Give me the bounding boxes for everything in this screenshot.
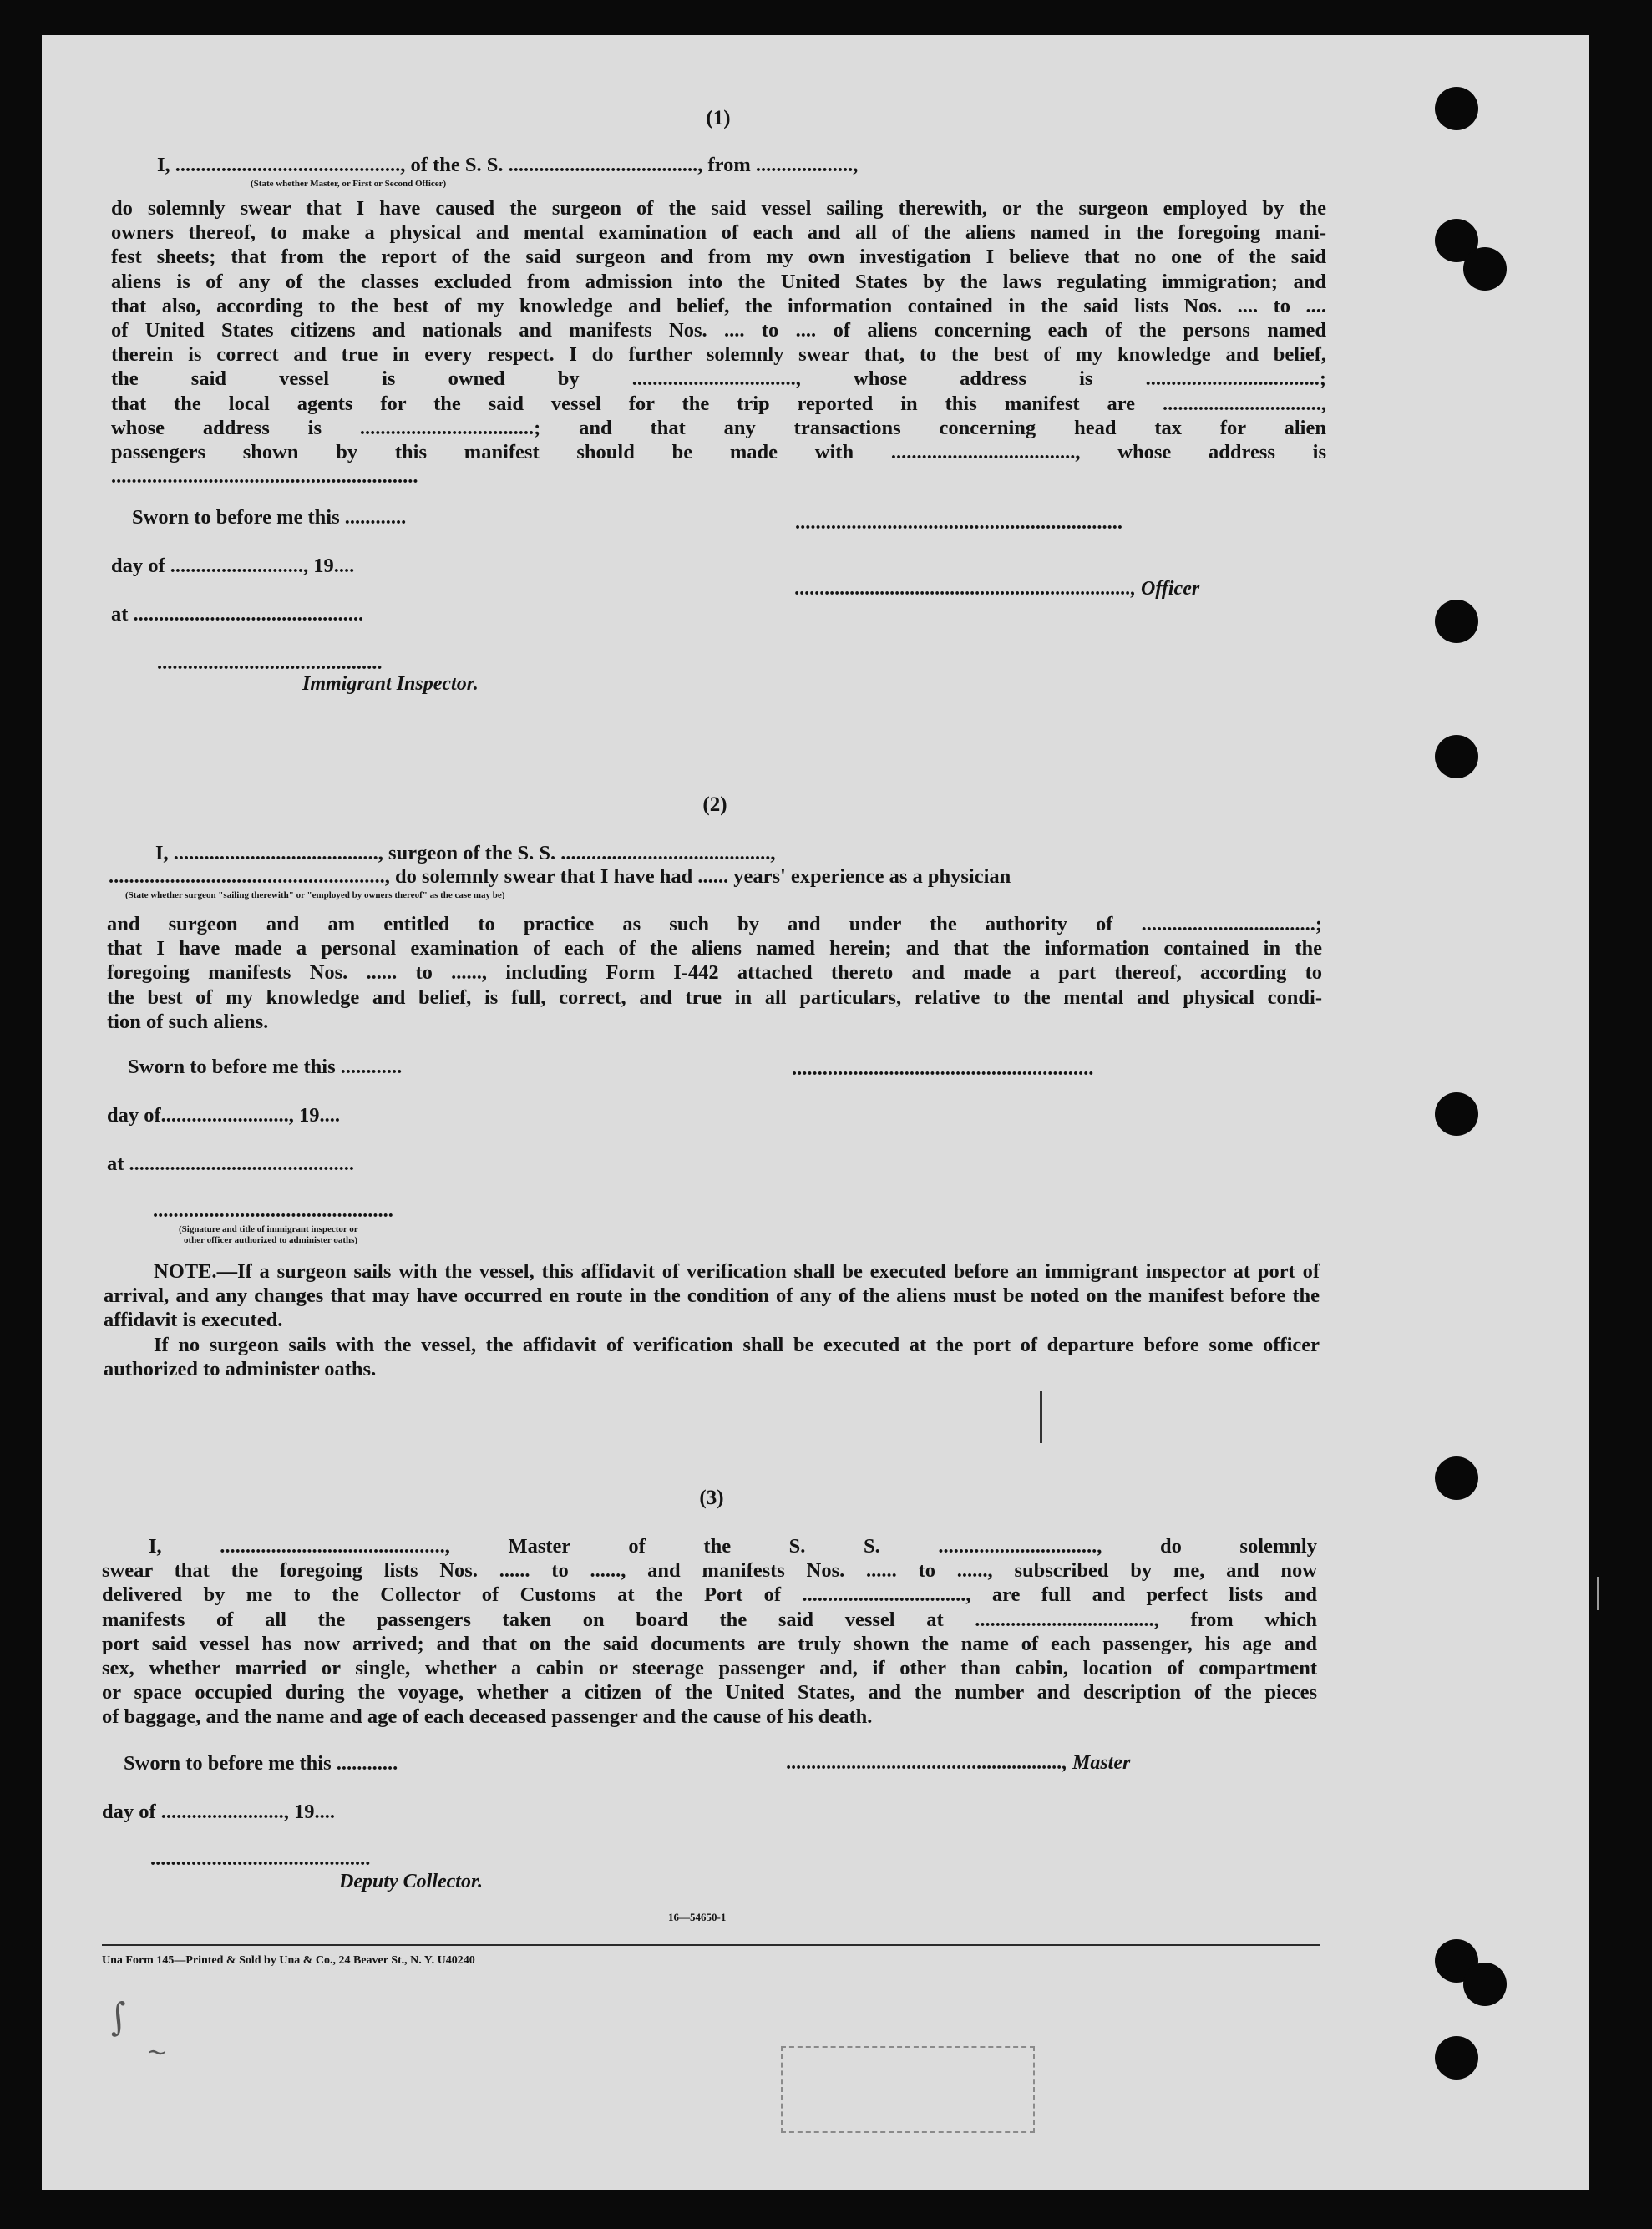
oath-line: do solemnly swear that I have caused the surgeon of the said vessel sailing therewith, or the surgeon employed by the	[111, 197, 1326, 220]
section-3-collector-dots: ...........................................	[150, 1847, 371, 1870]
section-2-note	[104, 1259, 1320, 1381]
section-2-at: at ............................................	[107, 1152, 355, 1175]
section-1-number: (1)	[706, 107, 731, 129]
oath-line: passengers shown by this manifest should be made with ...................................., whose address is	[111, 441, 1326, 464]
note-paragraph: If no surgeon sails with the vessel, the affidavit of verification shall be executed at the port of departure before some officer authorized to administer oaths.	[104, 1333, 1320, 1380]
section-2-number: (2)	[702, 793, 727, 816]
edge-mark	[1597, 1577, 1599, 1610]
section-1-first-line: I, ............................................, of the S. S. ....................................., from ...................,	[157, 154, 859, 176]
section-3-day: day of ........................, 19....	[102, 1801, 336, 1823]
section-3-sworn: Sworn to before me this ............	[124, 1752, 398, 1775]
section-2-signature-dots: ...............................................	[153, 1199, 393, 1222]
section-2-oath-paragraph	[107, 912, 1322, 1034]
footer-rule	[102, 1944, 1320, 1946]
ink-mark	[1040, 1391, 1042, 1443]
oath-line: the said vessel is owned by ................................, whose address is ..................................;	[111, 367, 1326, 391]
section-2-signature-caption: other officer authorized to administer oaths)	[184, 1235, 358, 1245]
section-2-day: day of........................., 19....	[107, 1104, 341, 1127]
punch-hole	[1435, 735, 1478, 778]
section-3-oath-paragraph	[102, 1534, 1317, 1730]
punch-hole	[1463, 247, 1507, 291]
handwritten-mark: ~	[144, 2036, 169, 2069]
form-number: 16—54650-1	[668, 1911, 727, 1923]
punch-hole	[1435, 2036, 1478, 2080]
section-3-number: (3)	[699, 1487, 724, 1509]
oath-line: or space occupied during the voyage, whether a citizen of the United States, and the number and description of the pieces	[102, 1681, 1317, 1705]
section-1-officer-dots: ................................................................	[795, 511, 1122, 534]
section-2-second-line: ......................................................, do solemnly swear that I have had ...... years' experience as a physician	[109, 865, 1011, 888]
oath-line: of baggage, and the name and age of each deceased passenger and the cause of his death.	[102, 1705, 873, 1729]
note-paragraph: NOTE.—If a surgeon sails with the vessel, this affidavit of verification shall be executed before an immigrant inspector at port of arrival, and any changes that may have occurred en route in the condition of any of the aliens must be noted on the manifest before the affidavit is executed.	[104, 1260, 1320, 1332]
oath-line: I, ............................................, Master of the S. S. ..............................., do solemnly	[149, 1535, 1317, 1558]
oath-line: delivered by me to the Collector of Customs at the Port of ................................, are full and perfect lists and	[102, 1583, 1317, 1607]
oath-line: foregoing manifests Nos. ...... to ......, including Form I-442 attached thereto and made a part thereof, according to	[107, 961, 1322, 985]
punch-hole	[1463, 1963, 1507, 2006]
punch-hole	[1435, 1092, 1478, 1136]
oath-line: that also, according to the best of my knowledge and belief, the information contained in the said lists Nos. .... to ....	[111, 294, 1326, 317]
section-2-sworn: Sworn to before me this ............	[128, 1056, 403, 1078]
section-1-inspector-title: Immigrant Inspector.	[302, 673, 479, 695]
section-3-collector-title: Deputy Collector.	[339, 1871, 483, 1892]
oath-line: that the local agents for the said vessel for the trip reported in this manifest are ...............................,	[111, 392, 1326, 415]
section-2-first-line: I, ........................................, surgeon of the S. S. .........................................,	[155, 842, 776, 864]
section-1-inspector-dots: ............................................	[157, 651, 383, 674]
section-1-day: day of .........................., 19....	[111, 555, 355, 577]
oath-line: manifests of all the passengers taken on board the said vessel at ..................................., from which	[102, 1608, 1317, 1631]
oath-line: therein is correct and true in every respect. I do further solemnly swear that, to the best of my knowledge and belief,	[111, 343, 1326, 367]
oath-line: port said vessel has now arrived; and that on the said documents are truly shown the name of each passenger, his age and	[102, 1632, 1317, 1655]
oath-line: that I have made a personal examination of each of the aliens named herein; and that the information contained in the	[107, 937, 1322, 960]
oath-line: swear that the foregoing lists Nos. ...... to ......, and manifests Nos. ...... to ......, subscribed by me, and now	[102, 1559, 1317, 1583]
section-1-oath-paragraph	[111, 196, 1326, 489]
handwritten-mark: ∫	[105, 1994, 131, 2040]
section-2-caption: (State whether surgeon "sailing therewith" or "employed by owners thereof" as the case may be)	[125, 890, 505, 900]
oath-line: tion of such aliens.	[107, 1010, 269, 1033]
oath-line: and surgeon and am entitled to practice as such by and under the authority of ..................................;	[107, 913, 1322, 935]
section-1-officer-line: ..................................................................., Officer	[795, 578, 1200, 600]
faded-stamp	[781, 2046, 1035, 2133]
section-3-master-line: ......................................................., Master	[787, 1752, 1131, 1774]
section-1-sworn: Sworn to before me this ............	[132, 506, 407, 529]
section-1-at: at .............................................	[111, 603, 364, 626]
punch-hole	[1435, 87, 1478, 130]
oath-line: ............................................................	[111, 465, 418, 489]
oath-line: of United States citizens and nationals and manifests Nos. .... to .... of aliens concerning each of the persons named	[111, 319, 1326, 342]
section-1-caption: (State whether Master, or First or Second Officer)	[251, 179, 447, 189]
oath-line: whose address is ..................................; and that any transactions concerning head tax for alien	[111, 416, 1326, 439]
oath-line: the best of my knowledge and belief, is full, correct, and true in all particulars, relative to the mental and physical condi-	[107, 985, 1322, 1009]
oath-line: sex, whether married or single, whether a cabin or steerage passenger and, if other than cabin, location of compartment	[102, 1657, 1317, 1680]
punch-hole	[1435, 1456, 1478, 1500]
oath-line: aliens is of any of the classes excluded from admission into the United States by the laws regulating immigration; and	[111, 270, 1326, 293]
punch-hole	[1435, 600, 1478, 643]
section-2-signature-caption: (Signature and title of immigrant inspector or	[179, 1224, 358, 1234]
section-2-surgeon-dots: ...........................................................	[792, 1057, 1094, 1080]
note-label: NOTE.	[154, 1260, 217, 1283]
oath-line: owners thereof, to make a physical and mental examination of each and all of the aliens named in the foregoing mani-	[111, 221, 1326, 245]
oath-line: fest sheets; that from the report of the said surgeon and from my own investigation I believe that no one of the said	[111, 246, 1326, 269]
footer-imprint: Una Form 145—Printed & Sold by Una & Co., 24 Beaver St., N. Y. U40240	[102, 1954, 475, 1967]
